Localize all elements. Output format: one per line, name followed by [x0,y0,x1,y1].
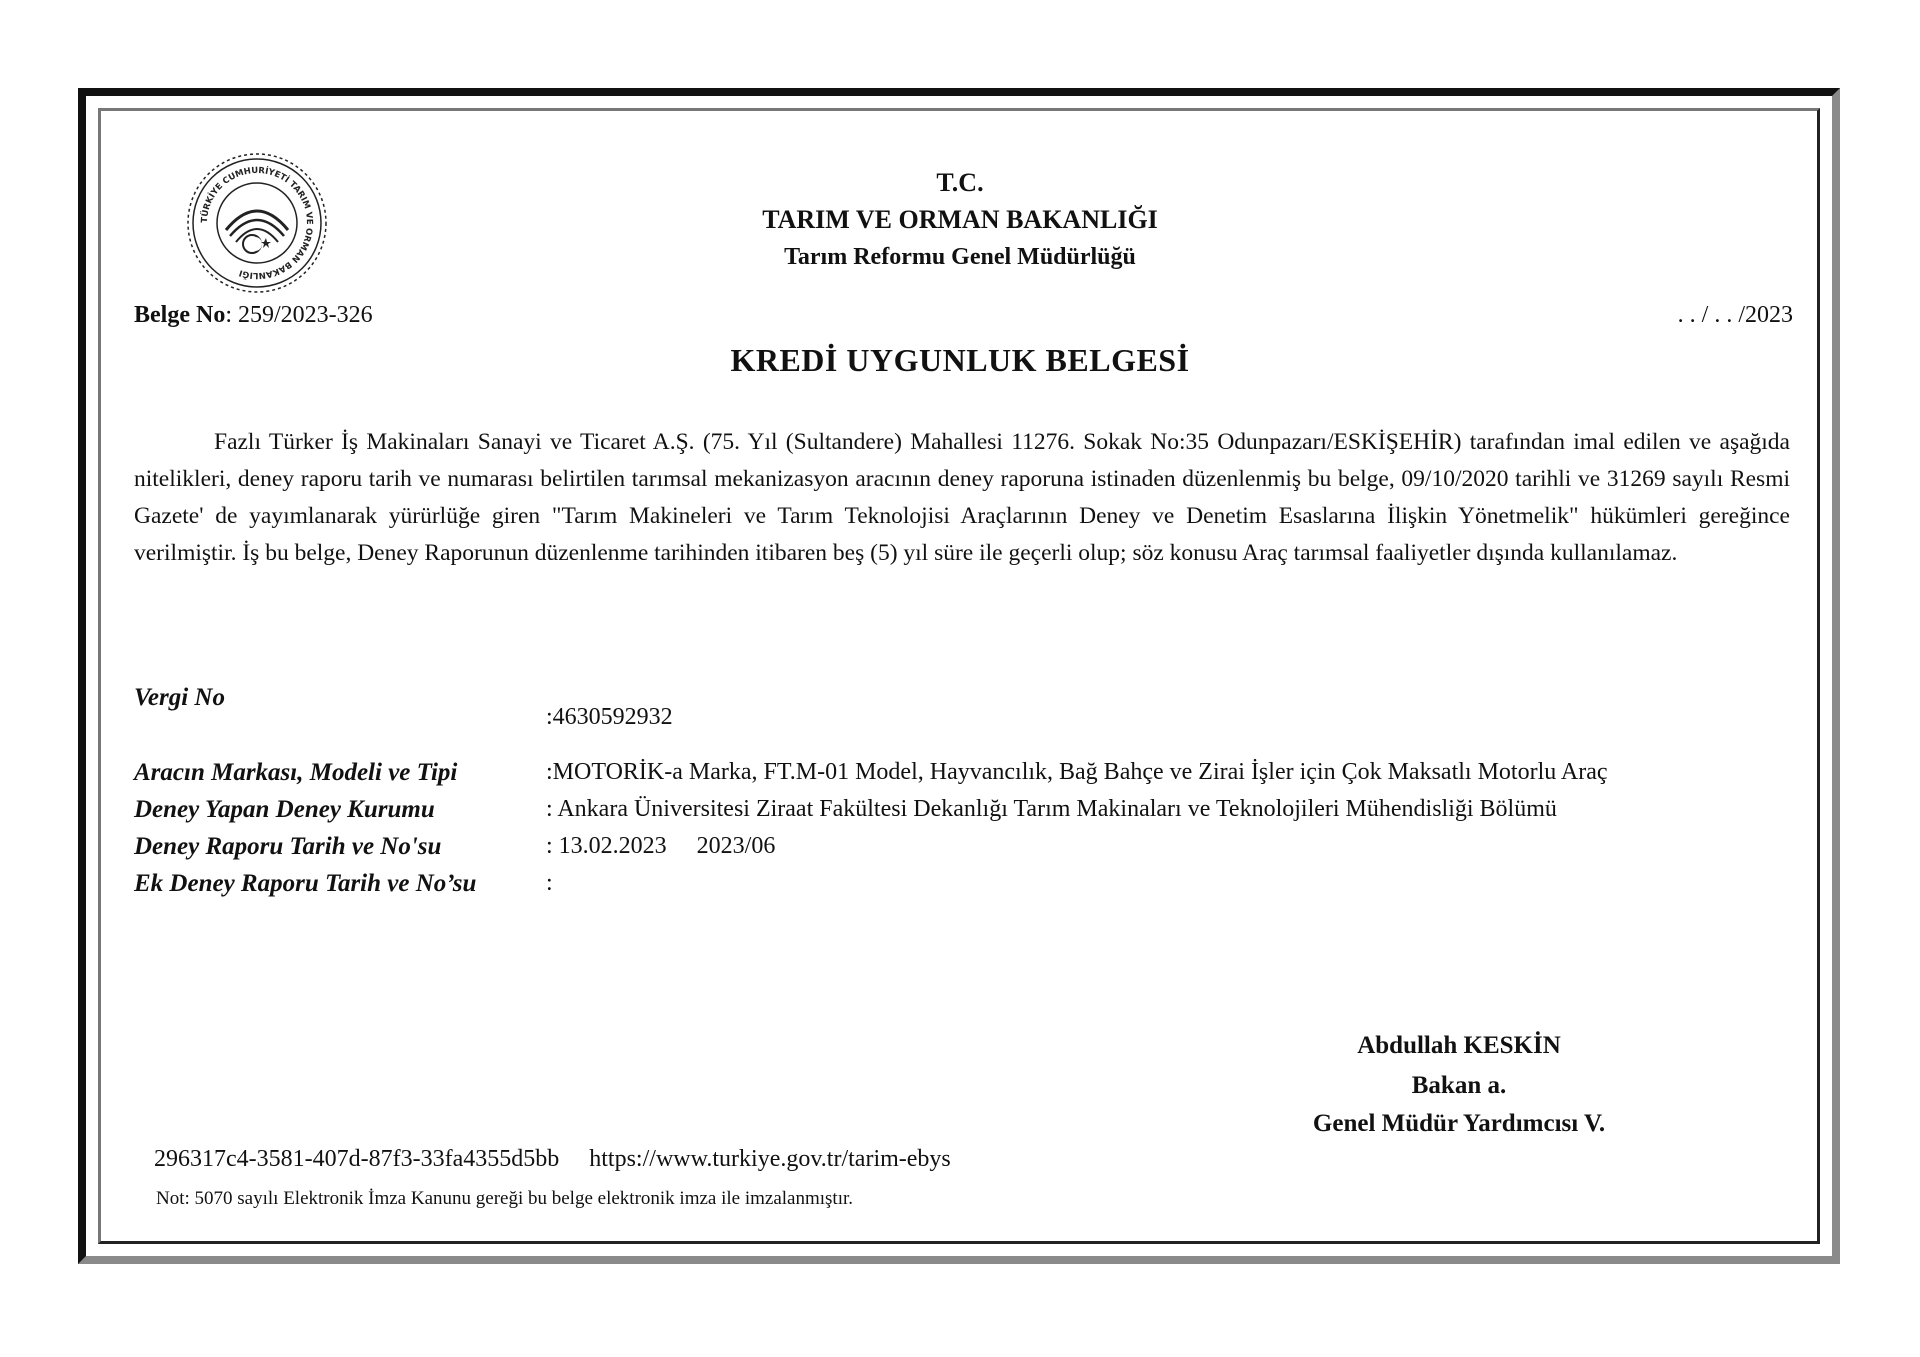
header-tc: T.C. [936,168,984,197]
signatory-name: Abdullah KESKİN [1357,1032,1561,1059]
tax-number-label: Vergi No [134,684,225,711]
document-number-value: : 259/2023-326 [225,302,373,328]
document-number-label: Belge No [134,302,226,328]
document-title: KREDİ UYGUNLUK BELGESİ [730,342,1190,378]
svg-text:TÜRKİYE CUMHURİYETİ TARIM VE O: TÜRKİYE CUMHURİYETİ TARIM VE ORMAN BAKANLIĞI [199,165,315,281]
header-ministry: TARIM VE ORMAN BAKANLIĞI [762,205,1158,234]
signatory-title-1: Bakan a. [1411,1072,1507,1099]
document-number [134,302,373,329]
document-body: Fazlı Türker İş Makinaları Sanayi ve Ticaret A.Ş. (75. Yıl (Sultandere) Mahallesi 11276. Sokak No:35 Odunpazarı/ESKİŞEHİR) tarafından imal edilen ve aşağıda nitelikleri, deney raporu tarih ve numarası belirtilen tarımsal mekanizasyon aracının deney raporuna istinaden düzenlenmiş bu belge, 09/10/2020 tarihli ve 31269 sayılı Resmi Gazete' de yayımlanarak yürürlüğe giren "Tarım Makineleri ve Tarım Teknolojisi Araçlarının Deney ve Denetim Esaslarına İlişkin Yönetmelik" hükümleri gereğince verilmiştir. İş bu belge, Deney Raporunun düzenlenme tarihinden itibaren beş (5) yıl süre ile geçerli olup; söz konusu Araç tarımsal faaliyetler dışında kullanılamaz. [134,429,1790,566]
tax-number-value: :4630592932 [546,704,673,730]
extra-report-label: Ek Deney Raporu Tarih ve No’su [134,870,477,897]
e-signature-note: Not: 5070 sayılı Elektronik İmza Kanunu gereği bu belge elektronik imza ile imzalanmıştır. [156,1188,854,1209]
test-report-value: : 13.02.2023 2023/06 [546,833,776,859]
ministry-seal-icon [186,152,328,294]
vehicle-brand-label: Aracın Markası, Modeli ve Tipi [134,759,458,786]
vehicle-brand-value: :MOTORİK-a Marka, FT.M-01 Model, Hayvancılık, Bağ Bahçe ve Zirai İşler için Çok Maksatlı Motorlu Araç [546,759,1608,785]
test-institution-value: : Ankara Üniversitesi Ziraat Fakültesi Dekanlığı Tarım Makinaları ve Teknolojileri Mühendisliği Bölümü [546,796,1557,822]
verification-code: 296317c4-3581-407d-87f3-33fa4355d5bb https://www.turkiye.gov.tr/tarim-ebys [154,1146,951,1172]
extra-report-value: : [546,870,553,896]
document-date: . . / . . /2023 [1677,302,1793,328]
header-directorate: Tarım Reformu Genel Müdürlüğü [784,244,1136,270]
signatory-title-2: Genel Müdür Yardımcısı V. [1312,1110,1606,1137]
test-institution-label: Deney Yapan Deney Kurumu [134,796,435,823]
test-report-label: Deney Raporu Tarih ve No'su [134,833,442,860]
